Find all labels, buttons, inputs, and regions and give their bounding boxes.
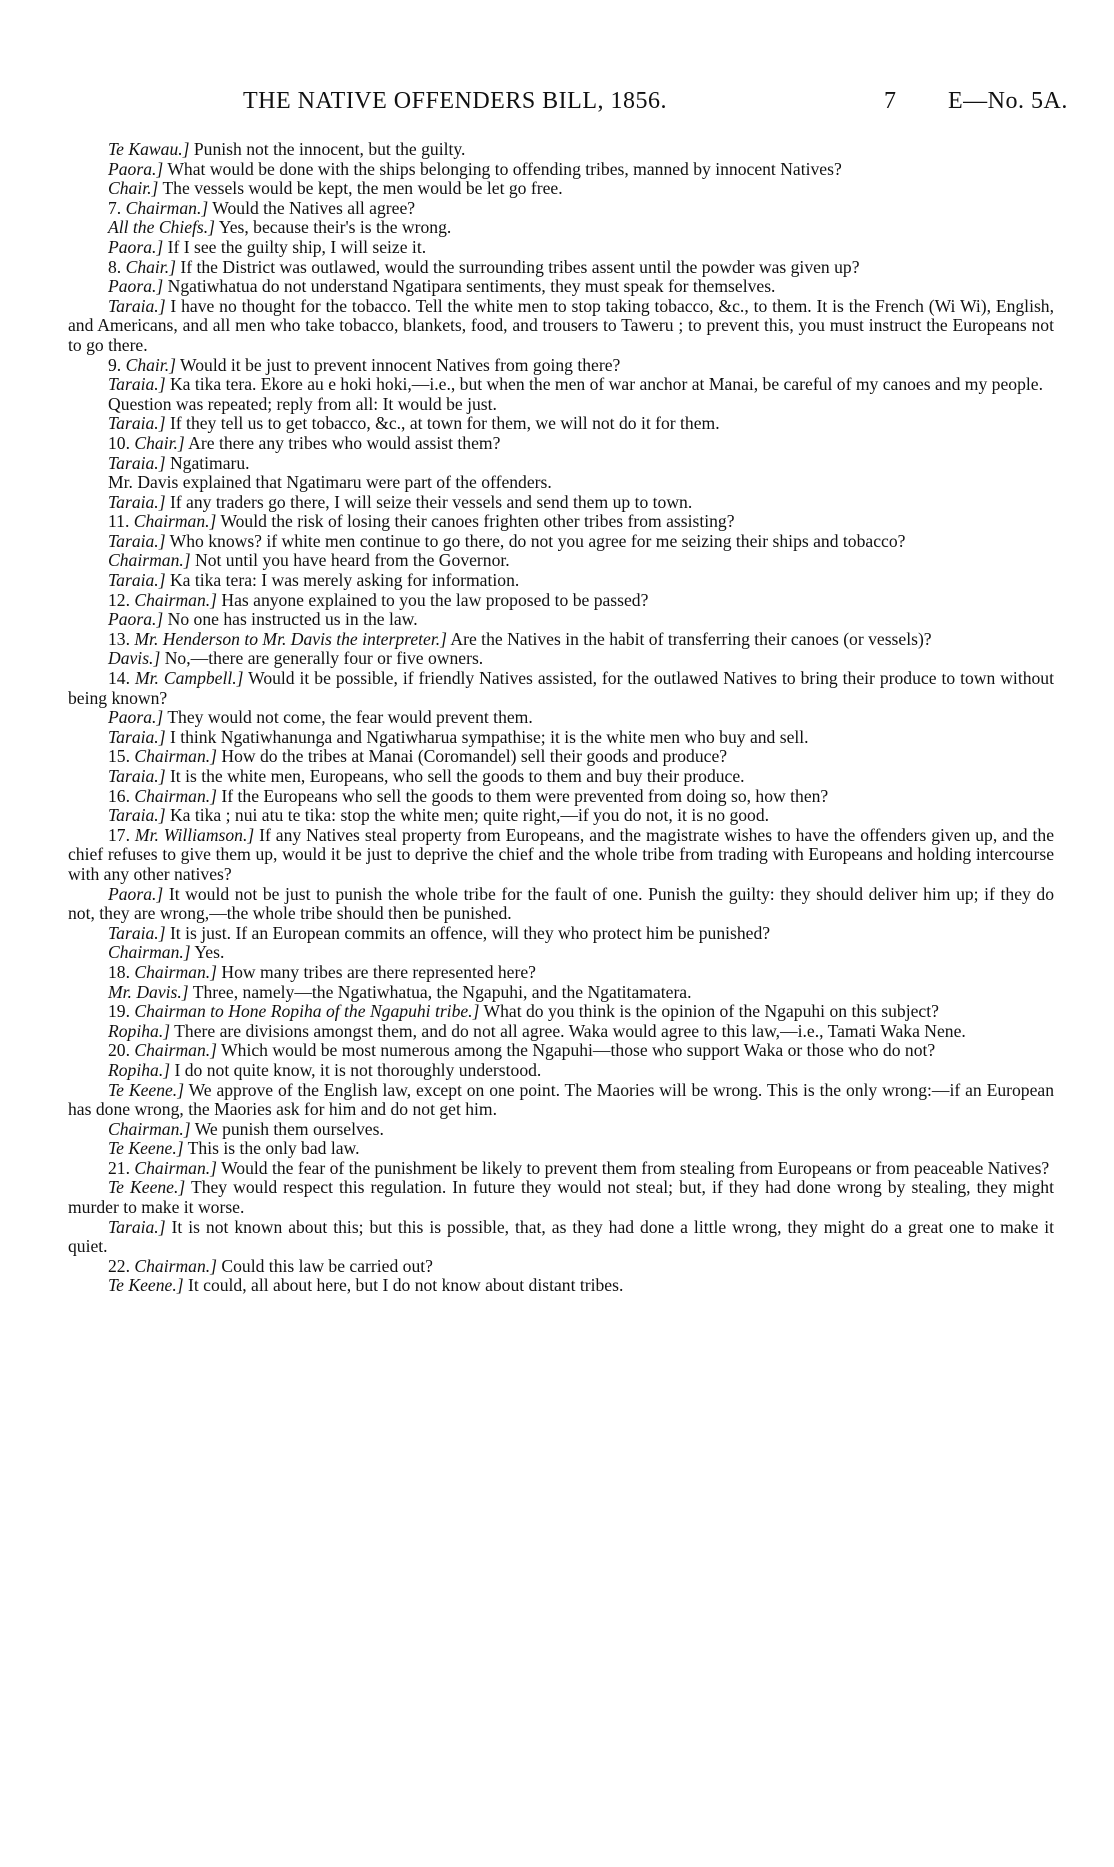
question-number: 9. [108,354,126,375]
paragraph-text: If the Europeans who sell the goods to them were prevented from doing so, how then? [217,785,829,806]
minutes-paragraph [68,512,1054,532]
minutes-paragraph [68,199,1054,219]
speaker-name: Chair.] [125,354,176,375]
paragraph-text: There are divisions amongst them, and do not all agree. Waka would agree to this law,—i.e., Tamati Waka Nene. [170,1020,966,1041]
paragraph-text: The vessels would be kept, the men would be let go free. [158,178,563,199]
speaker-name: Te Keene.] [108,1275,184,1296]
question-number: 18. [108,961,135,982]
speaker-name: Taraia.] [108,726,166,747]
minutes-paragraph [68,1022,1054,1042]
document-code: E—No. 5A. [948,88,1068,114]
page-header [68,88,1068,128]
speaker-name: Chairman.] [134,1255,217,1276]
paragraph-text: Would the Natives all agree? [208,197,416,218]
speaker-name: Ropiha.] [108,1020,171,1041]
paragraph-text: Are there any tribes who would assist them? [184,432,501,453]
paragraph-text: It is just. If an European commits an offence, will they who protect him be punished? [165,922,771,943]
question-number: 12. [108,589,135,610]
speaker-name: Paora.] [108,883,164,904]
minutes-paragraph [68,1159,1054,1179]
speaker-name: Chairman.] [134,785,217,806]
minutes-paragraph [68,454,1054,474]
minutes-paragraph [68,591,1054,611]
paragraph-text: Not until you have heard from the Governor. [190,550,510,571]
paragraph-text: I do not quite know, it is not thoroughly understood. [170,1059,542,1080]
minutes-paragraph [68,826,1054,885]
speaker-name: Chairman.] [108,550,191,571]
minutes-paragraph [68,728,1054,748]
minutes-paragraph [68,708,1054,728]
minutes-paragraph [68,395,1054,415]
minutes-paragraph [68,258,1054,278]
question-number: 21. [108,1157,135,1178]
paragraph-text: Question was repeated; reply from all: It would be just. [108,393,497,414]
question-number: 22. [108,1255,135,1276]
speaker-name: Te Keene.] [108,1138,184,1159]
minutes-paragraph [68,277,1054,297]
question-number: 13. [108,628,135,649]
paragraph-text: It is not known about this; but this is possible, that, as they had done a little wrong, they might do a great one to make it quiet. [68,1216,1054,1257]
minutes-paragraph [68,787,1054,807]
minutes-paragraph [68,963,1054,983]
minutes-paragraph [68,218,1054,238]
speaker-name: Taraia.] [108,1216,166,1237]
minutes-paragraph [68,140,1054,160]
question-number: 10. [108,432,135,453]
minutes-paragraph [68,649,1054,669]
speaker-name: Te Keene.] [108,1079,185,1100]
question-number: 15. [108,746,135,767]
speaker-name: Mr. Davis.] [108,981,189,1002]
paragraph-text: Ka tika tera: I was merely asking for information. [165,570,520,591]
speaker-name: Chairman.] [134,1040,217,1061]
minutes-paragraph [68,179,1054,199]
minutes-paragraph [68,924,1054,944]
paragraph-text: This is the only bad law. [183,1138,360,1159]
minutes-paragraph [68,1002,1054,1022]
paragraph-text: Could this law be carried out? [217,1255,433,1276]
minutes-paragraph [68,983,1054,1003]
speaker-name: Taraia.] [108,922,166,943]
paragraph-text: If any Natives steal property from Europeans, and the magistrate wishes to have the offenders given up, and the chief refuses to give them up, would it be just to deprive the chief and the whole tribe from trading with Europeans and holding intercourse with any other natives? [68,824,1054,884]
speaker-name: Davis.] [108,648,161,669]
question-number: 8. [108,256,126,277]
question-number: 19. [108,1001,135,1022]
speaker-name: Chairman.] [134,589,217,610]
speaker-name: Mr. Campbell.] [134,668,244,689]
paragraph-text: Would it be possible, if friendly Natives assisted, for the outlawed Natives to bring their produce to town without being known? [68,668,1054,708]
minutes-paragraph [68,434,1054,454]
question-number: 11. [108,511,134,532]
paragraph-text: Are the Natives in the habit of transferring their canoes (or vessels)? [446,628,932,649]
paragraph-text: If they tell us to get tobacco, &c., at town for them, we will not do it for them. [165,413,720,434]
paragraph-text: Ka tika tera. Ekore au e hoki hoki,—i.e., but when the men of war anchor at Manai, be careful of my canoes and my people. [165,374,1043,395]
minutes-paragraph [68,1139,1054,1159]
speaker-name: Chairman.] [134,961,217,982]
speaker-name: Mr. Henderson to Mr. Davis the interpreter.] [134,628,447,649]
paragraph-text: Would it be just to prevent innocent Natives from going there? [175,354,621,375]
page-title: THE NATIVE OFFENDERS BILL, 1856. [243,88,667,114]
speaker-name: Chair.] [134,432,185,453]
paragraph-text: They would respect this regulation. In future they would not steal; but, if they had done wrong by stealing, they might murder to make it worse. [68,1177,1054,1218]
minutes-paragraph [68,1218,1054,1257]
minutes-paragraph [68,532,1054,552]
page-number: 7 [884,88,897,114]
minutes-paragraph [68,1041,1054,1061]
paragraph-text: How do the tribes at Manai (Coromandel) sell their goods and produce? [217,746,728,767]
question-number: 16. [108,785,135,806]
paragraph-text: We punish them ourselves. [190,1118,384,1139]
minutes-body [68,140,1054,1296]
paragraph-text: Yes. [190,942,225,963]
question-number: 20. [108,1040,135,1061]
speaker-name: Paora.] [108,236,164,257]
question-number: 14. [108,668,135,689]
minutes-paragraph [68,238,1054,258]
paragraph-text: Punish not the innocent, but the guilty. [189,139,466,159]
paragraph-text: What do you think is the opinion of the Ngapuhi on this subject? [479,1001,939,1022]
paragraph-text: Three, namely—the Ngatiwhatua, the Ngapuhi, and the Ngatitamatera. [188,981,692,1002]
paragraph-text: Has anyone explained to you the law proposed to be passed? [217,589,649,610]
speaker-name: Chair.] [108,178,159,199]
speaker-name: Chairman.] [134,746,217,767]
paragraph-text: Would the risk of losing their canoes frighten other tribes from assisting? [216,511,735,532]
minutes-paragraph [68,630,1054,650]
paragraph-text: It could, all about here, but I do not know about distant tribes. [183,1275,624,1296]
speaker-name: All the Chiefs.] [108,217,216,238]
speaker-name: Paora.] [108,276,164,297]
speaker-name: Chairman.] [108,1118,191,1139]
paragraph-text: If any traders go there, I will seize their vessels and send them up to town. [165,491,693,512]
paragraph-text: We approve of the English law, except on one point. The Maories will be wrong. This is the only wrong:—if an European has done wrong, the Maories ask for him and do not get him. [68,1079,1054,1120]
minutes-paragraph [68,669,1054,708]
minutes-paragraph [68,493,1054,513]
question-number: 17. [108,824,135,845]
speaker-name: Taraia.] [108,491,166,512]
minutes-paragraph [68,610,1054,630]
minutes-paragraph [68,1276,1054,1296]
minutes-paragraph [68,767,1054,787]
minutes-paragraph [68,1178,1054,1217]
paragraph-text: It would not be just to punish the whole tribe for the fault of one. Punish the guilty: they should deliver him up; if they do not, they are wrong,—the whole tribe should then be punished. [68,883,1054,924]
paragraph-text: Ka tika ; nui atu te tika: stop the white men; quite right,—if you do not, it is no good. [165,805,770,826]
minutes-paragraph [68,1061,1054,1081]
paragraph-text: Ngatimaru. [165,452,250,473]
paragraph-text: They would not come, the fear would prevent them. [163,707,533,728]
speaker-name: Chairman to Hone Ropiha of the Ngapuhi tribe.] [134,1001,480,1022]
speaker-name: Taraia.] [108,570,166,591]
paragraph-text: Who knows? if white men continue to go there, do not you agree for me seizing their ships and tobacco? [165,530,906,551]
document-page [68,88,1068,1296]
speaker-name: Chairman.] [134,1157,217,1178]
minutes-paragraph [68,297,1054,356]
speaker-name: Taraia.] [108,452,166,473]
minutes-paragraph [68,473,1054,493]
speaker-name: Taraia.] [108,805,166,826]
paragraph-text: I think Ngatiwhanunga and Ngatiwharua sympathise; it is the white men who buy and sell. [165,726,809,747]
paragraph-text: Mr. Davis explained that Ngatimaru were part of the offenders. [108,472,552,493]
minutes-paragraph [68,571,1054,591]
speaker-name: Taraia.] [108,374,166,395]
speaker-name: Mr. Williamson.] [134,824,255,845]
minutes-paragraph [68,885,1054,924]
speaker-name: Te Kawau.] [108,139,190,159]
question-number: 7. [108,197,126,218]
speaker-name: Taraia.] [108,295,166,316]
paragraph-text: If the District was outlawed, would the surrounding tribes assent until the powder was given up? [175,256,860,277]
minutes-paragraph [68,1120,1054,1140]
speaker-name: Chair.] [125,256,176,277]
paragraph-text: It is the white men, Europeans, who sell the goods to them and buy their produce. [165,766,745,786]
speaker-name: Taraia.] [108,413,166,434]
paragraph-text: What would be done with the ships belonging to offending tribes, manned by innocent Natives? [163,158,842,179]
minutes-paragraph [68,375,1054,395]
paragraph-text: Ngatiwhatua do not understand Ngatipara sentiments, they must speak for themselves. [163,276,776,297]
speaker-name: Taraia.] [108,530,166,551]
speaker-name: Chairman.] [125,197,209,218]
paragraph-text: If I see the guilty ship, I will seize it. [163,236,427,257]
paragraph-text: No one has instructed us in the law. [163,609,418,630]
speaker-name: Taraia.] [108,766,166,786]
paragraph-text: Which would be most numerous among the Ngapuhi—those who support Waka or those who do not? [217,1040,936,1061]
minutes-paragraph [68,1081,1054,1120]
minutes-paragraph [68,414,1054,434]
minutes-paragraph [68,551,1054,571]
paragraph-text: Yes, because their's is the wrong. [215,217,452,238]
speaker-name: Paora.] [108,609,164,630]
speaker-name: Ropiha.] [108,1059,171,1080]
speaker-name: Chairman.] [133,511,217,532]
paragraph-text: Would the fear of the punishment be likely to prevent them from stealing from Europeans or from peaceable Natives? [217,1157,1050,1178]
speaker-name: Paora.] [108,158,164,179]
speaker-name: Te Keene.] [108,1177,186,1198]
minutes-paragraph [68,747,1054,767]
minutes-paragraph [68,943,1054,963]
speaker-name: Chairman.] [108,942,191,963]
minutes-paragraph [68,356,1054,376]
minutes-paragraph [68,806,1054,826]
speaker-name: Paora.] [108,707,164,728]
paragraph-text: How many tribes are there represented here? [217,961,536,982]
minutes-paragraph [68,160,1054,180]
paragraph-text: I have no thought for the tobacco. Tell the white men to stop taking tobacco, &c., to them. It is the French (Wi Wi), English, and Americans, and all men who take tobacco, blankets, food, and trousers to Taweru ; to prevent this, you must instruct the Europeans not to go there. [68,295,1054,355]
paragraph-text: No,—there are generally four or five owners. [160,648,484,669]
minutes-paragraph [68,1257,1054,1277]
